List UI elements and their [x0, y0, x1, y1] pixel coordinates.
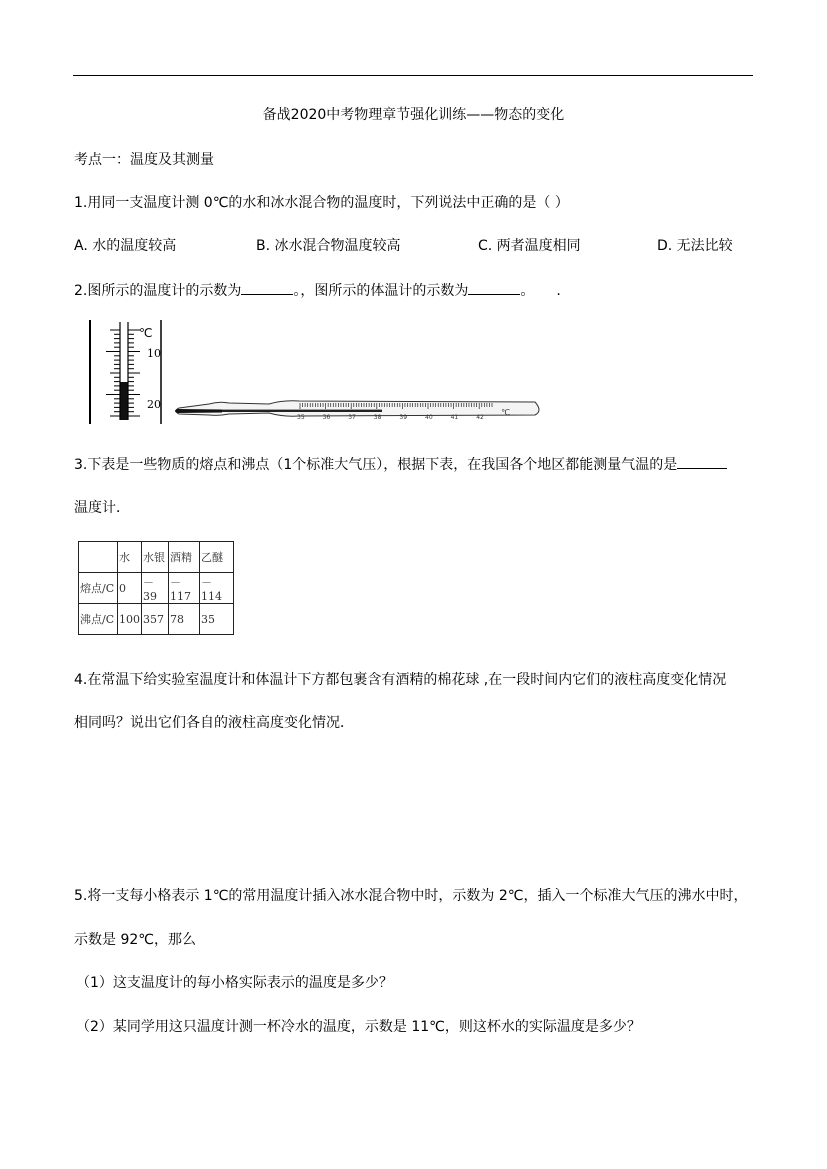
table-row: [79, 604, 234, 635]
clinical-thermometer-image: [175, 401, 539, 421]
question-4-line2: 相同吗？说出它们各自的液柱高度变化情况．: [74, 715, 354, 731]
thermometer-figure: [87, 318, 547, 426]
melting-boiling-table: [78, 541, 234, 635]
table-header-row: [79, 542, 234, 573]
question-5-line1: 5.将一支每小格表示 1℃的常用温度计插入冰水混合物中时，示数为 2℃，插入一个标准大气压的沸水中时，: [74, 888, 748, 904]
clinical-scale-label: 40: [425, 414, 433, 421]
question-4-line1: 4.在常温下给实验室温度计和体温计下方都包裹含有酒精的棉花球 ,在一段时间内它们的液柱高度变化情况: [74, 672, 727, 688]
table-header-cell: 水: [118, 542, 142, 573]
table-row-label: 沸点/C: [79, 604, 118, 635]
question-2-unit: 。: [293, 283, 301, 299]
header-rule: [73, 75, 753, 76]
question-2-part2: ，图所示的体温计的示数为: [300, 283, 469, 299]
question-1-stem: 1.用同一支温度计测 0℃的水和冰水混合物的温度时，下列说法中正确的是（ ）: [74, 195, 569, 211]
answer-blank: [677, 468, 727, 469]
lab-thermometer-image: [90, 320, 161, 424]
table-row-label: 熔点/C: [79, 573, 118, 604]
table-cell: 0: [118, 573, 142, 604]
question-3-line1: [74, 455, 727, 475]
clinical-scale-label: 37: [348, 414, 356, 421]
scale-label-10: 10: [147, 347, 161, 360]
table-header-cell: 酒精: [169, 542, 200, 573]
question-5-sub1: （1）这支温度计的每小格实际表示的温度是多少？: [76, 975, 393, 991]
question-2: [74, 281, 561, 301]
question-1-option-c: C. 两者温度相同: [478, 238, 581, 254]
table-row: [79, 573, 234, 604]
clinical-scale-label: 38: [373, 414, 382, 421]
table-header-cell: 乙醚: [200, 542, 234, 573]
section-heading: 考点一：温度及其测量: [74, 152, 214, 168]
answer-blank: [241, 294, 293, 295]
table-cell: 78: [169, 604, 200, 635]
clinical-unit: ℃: [501, 408, 510, 417]
clinical-scale-label: 41: [450, 414, 459, 421]
question-5-sub2: （2）某同学用这只温度计测一杯冷水的温度，示数是 11℃，则这杯水的实际温度是多少？: [76, 1019, 641, 1035]
table-cell: －39: [142, 573, 169, 604]
table-cell: －114: [200, 573, 234, 604]
scale-label-20: 20: [147, 398, 161, 411]
celsius-mark: ℃: [139, 326, 153, 340]
table-cell: [79, 542, 118, 573]
question-2-end: .: [556, 283, 561, 299]
question-3-line2: 温度计．: [74, 500, 130, 516]
table-header-cell: 水银: [142, 542, 169, 573]
question-2-part1: 2.图所示的温度计的示数为: [74, 283, 242, 299]
question-3-text: 3.下表是一些物质的熔点和沸点（1个标准大气压），根据下表，在我国各个地区都能测量气温的是: [74, 457, 678, 473]
table-cell: 357: [142, 604, 169, 635]
clinical-scale-label: 42: [476, 414, 484, 421]
question-2-unit: 。: [520, 283, 535, 299]
question-5-line2: 示数是 92℃，那么: [74, 932, 196, 948]
clinical-scale-label: 35: [297, 414, 305, 421]
document-title: 备战2020中考物理章节强化训练——物态的变化: [262, 107, 565, 123]
clinical-scale-label: 39: [399, 414, 408, 421]
table-cell: 35: [200, 604, 234, 635]
question-1-option-a: A. 水的温度较高: [74, 238, 177, 254]
table-cell: －117: [169, 573, 200, 604]
clinical-scale-label: 36: [322, 414, 331, 421]
table-cell: 100: [118, 604, 142, 635]
answer-blank: [468, 294, 520, 295]
question-1-option-b: B. 冰水混合物温度较高: [256, 238, 401, 254]
question-1-option-d: D. 无法比较: [657, 238, 733, 254]
